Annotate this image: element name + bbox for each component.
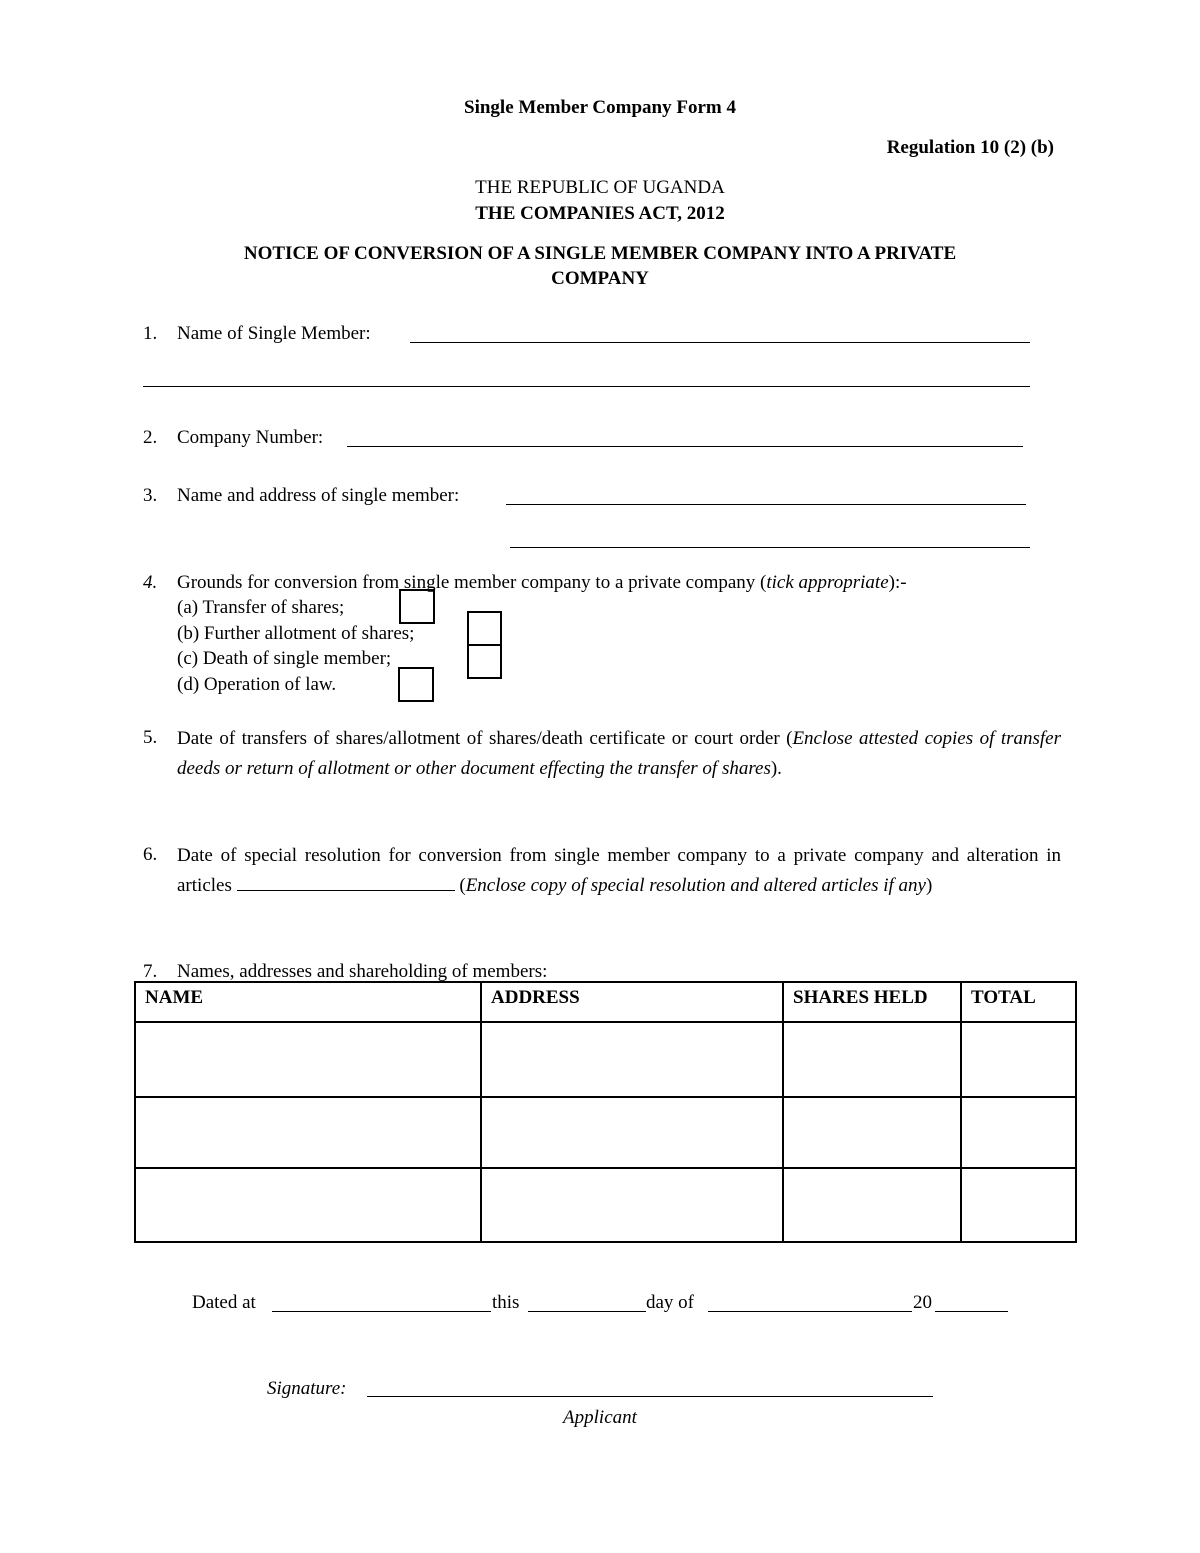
table-row — [135, 1097, 1076, 1168]
cell-shares-held[interactable] — [783, 1097, 961, 1168]
item4-number: 4. — [143, 572, 158, 593]
cell-address[interactable] — [481, 1168, 783, 1242]
month-field[interactable] — [708, 1311, 912, 1312]
regulation-reference: Regulation 10 (2) (b) — [886, 137, 1054, 158]
signature-label: Signature: — [267, 1378, 347, 1399]
year-field[interactable] — [935, 1311, 1008, 1312]
item6-text: Date of special resolution for conversion from single member company to a private company and alteration in articles (Enclose copy of special resolution and altered articles if any) — [177, 845, 1061, 896]
resolution-date-field[interactable] — [237, 873, 455, 891]
cell-name[interactable] — [135, 1097, 481, 1168]
cell-address[interactable] — [481, 1022, 783, 1097]
cell-total[interactable] — [961, 1097, 1076, 1168]
cell-address[interactable] — [481, 1097, 783, 1168]
option-death-of-member: (c) Death of single member; — [177, 648, 392, 669]
form-title: Single Member Company Form 4 — [464, 97, 736, 118]
item7-label: Names, addresses and shareholding of members: — [177, 961, 548, 982]
checkbox-operation-of-law[interactable] — [398, 667, 434, 702]
members-table — [134, 981, 1077, 1243]
header-total: TOTAL — [961, 982, 1076, 1022]
cell-shares-held[interactable] — [783, 1168, 961, 1242]
year-prefix-label: 20 — [913, 1292, 932, 1313]
table-row — [135, 1022, 1076, 1097]
option-further-allotment: (b) Further allotment of shares; — [177, 623, 415, 644]
dated-at-place-field[interactable] — [272, 1311, 491, 1312]
item5-number: 5. — [143, 727, 158, 748]
item4-label: Grounds for conversion from single member company to a private company (tick appropriate):- — [177, 572, 907, 593]
signature-field[interactable] — [367, 1396, 933, 1397]
checkbox-further-allotment[interactable] — [467, 611, 502, 646]
checkbox-transfer-of-shares[interactable] — [399, 589, 435, 624]
item2-number: 2. — [143, 427, 158, 448]
item5-text: Date of transfers of shares/allotment of shares/death certificate or court order (Enclose attested copies of transfer deeds or return of allotment or other document effecting the transfer of shares). — [177, 728, 1061, 779]
item7-number: 7. — [143, 961, 158, 982]
this-label: this — [492, 1292, 520, 1313]
checkbox-death-of-member[interactable] — [467, 644, 502, 679]
cell-name[interactable] — [135, 1168, 481, 1242]
header-address: ADDRESS — [481, 982, 783, 1022]
header-shares-held: SHARES HELD — [783, 982, 961, 1022]
act-heading: THE COMPANIES ACT, 2012 — [475, 203, 725, 224]
table-row — [135, 1168, 1076, 1242]
notice-heading-line1: NOTICE OF CONVERSION OF A SINGLE MEMBER COMPANY INTO A PRIVATE — [243, 243, 957, 264]
day-field[interactable] — [528, 1311, 646, 1312]
item3-label: Name and address of single member: — [177, 485, 460, 506]
table-header-row — [135, 982, 1076, 1022]
item3-number: 3. — [143, 485, 158, 506]
option-operation-of-law: (d) Operation of law. — [177, 674, 337, 695]
cell-name[interactable] — [135, 1022, 481, 1097]
single-member-name-field-continued[interactable] — [143, 386, 1030, 387]
cell-shares-held[interactable] — [783, 1022, 961, 1097]
company-number-field[interactable] — [347, 446, 1023, 447]
member-name-address-field[interactable] — [506, 504, 1026, 505]
notice-heading-line2: COMPANY — [551, 268, 649, 289]
cell-total[interactable] — [961, 1168, 1076, 1242]
option-transfer-of-shares: (a) Transfer of shares; — [177, 597, 345, 618]
single-member-name-field[interactable] — [410, 342, 1030, 343]
cell-total[interactable] — [961, 1022, 1076, 1097]
day-of-label: day of — [646, 1292, 695, 1313]
republic-heading: THE REPUBLIC OF UGANDA — [475, 177, 725, 198]
item6-number: 6. — [143, 844, 158, 865]
item2-label: Company Number: — [177, 427, 324, 448]
header-name: NAME — [135, 982, 481, 1022]
applicant-caption: Applicant — [563, 1407, 637, 1428]
member-name-address-field-continued[interactable] — [510, 547, 1030, 548]
dated-at-label: Dated at — [192, 1292, 256, 1313]
item1-label: Name of Single Member: — [177, 323, 371, 344]
item1-number: 1. — [143, 323, 158, 344]
